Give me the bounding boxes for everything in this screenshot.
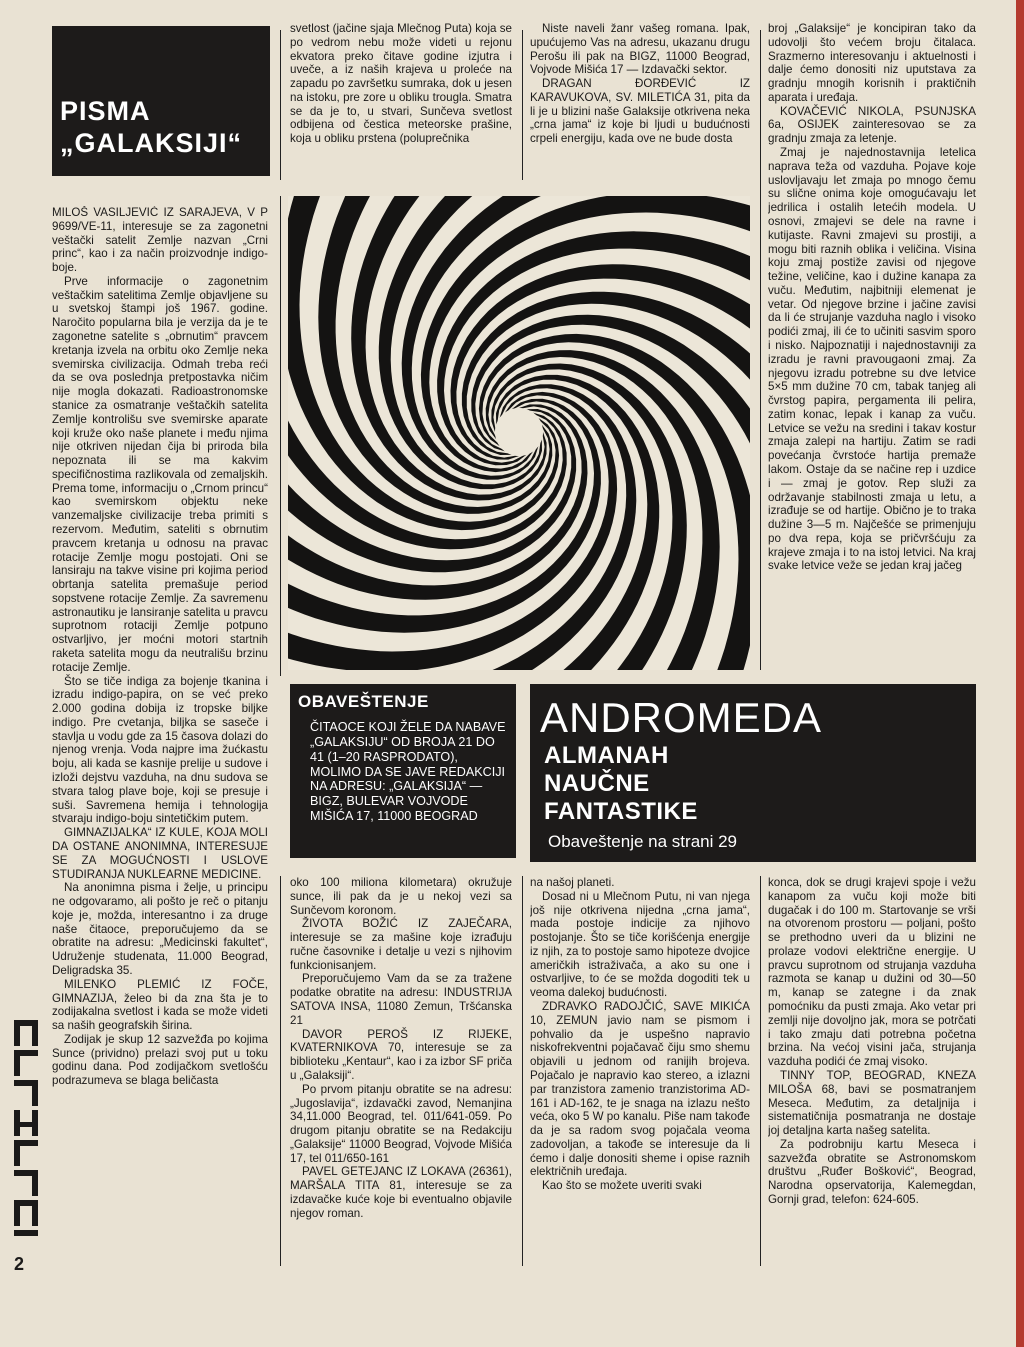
notice-body: ČITAOCE KOJI ŽELE DA NABAVE „GALAKSIJU“ OD BROJA 21 DO 41 (1–20 RASPRODATO), MOLIMO DA SE JAVE REDAKCIJI NA ADRESU: „GALAKSIJA“ — BIGZ, BULEVAR VOJVODE MIŠIĆA 17, 11000 BEOGRAD [310, 720, 506, 824]
andromeda-ad [530, 684, 976, 862]
letter-paragraph: Što se tiče indiga za bojenje tkanina i izradu indigo-papira, on se već preko 2.000 godina dobija iz tropske biljke indigo. Pre cvetanja, biljka se saseče i stavlja u vodu gde za 15 časova dolazi do njenog vrenja. Voda najpre ima žućkastu boju, ali kada se kasnije prelije u sudove i izloži dejstvu vazduha, na dnu sudova se stvara talog plave boje, koji se presuje i suši. Savremena hemija i tehnologija stvaraju indigo-boju sintetičkim putem. [52, 674, 268, 826]
letter-paragraph: oko 100 miliona kilometara) okružuje sunce, ili pak da je u nekoj vezi sa Sunčevom koronom. [290, 876, 512, 917]
letter-paragraph: MILENKO PLEMIĆ IZ FOČE, GIMNAZIJA, želeo bi da zna šta je to zodijakalna svetlost i kada se može videti sa naših geografskih širina. [52, 977, 268, 1033]
letter-paragraph: svetlost (jačine sjaja Mlečnog Puta) koja se po vedrom nebu može videti u rejonu ekvatora preko čitave godine izjutra i uveče, a iz naših krajeva u proleće na zapadu po završetku sumraka, dok u jesen na istoku, pre zore u obliku trougla. Smatra se da je to, u stvari, Sunčeva svetlost odbijena od čestica meteorske prašine, koja u obliku prstena (poluprečnika [290, 22, 512, 146]
letter-paragraph: DAVOR PEROŠ IZ RIJEKE, KVATERNIKOVA 70, interesuje se za biblioteku „Kentaur“, kao i za izbor SF priča u „Galaksiji“. [290, 1027, 512, 1082]
letter-paragraph: ZDRAVKO RADOJČIĆ, SAVE MIKIĆA 10, ZEMUN javio nam se pismom i pohvalio da je uspešno napravio niskofrekventni pojačavač čiju smo shemu objavili u jednom od ranijih brojeva. Pojačalo je napravio kao stereo, a izlazni par tranzistora zamenio tranzistorima AD-161 i AD-162, te je snaga na izlazu nešto veća, oko 5 W po kanalu. Piše nam takođe da je sa radom svog pojačala veoma zadovoljan, a takođe se interesuje da li ćemo i dalje donositi sheme i opise raznih električnih uređaja. [530, 1000, 750, 1179]
letter-paragraph: broj „Galaksije“ je koncipiran tako da udovolji što većem broju čitalaca. Srazmerno interesovanju i aktuelnosti i dalje ćemo donositi niz uputstava za gradnju mnogih korisnih i praktičnih aparata i uređaja. [768, 22, 976, 104]
ad-subtitle-line: FANTASTIKE [544, 798, 698, 825]
letter-paragraph: Po prvom pitanju obratite se na adresu: „Jugoslavija“, izdavački zavod, Nemanjina 34,11.000 Beograd, tel. 011/641-059. Po drugom pitanju obratite se na Redakciju „Galaksije“ 11000 Beograd, Vojvode Mišića 17, tel 011/650-161 [290, 1082, 512, 1165]
ad-info: Obaveštenje na strani 29 [548, 832, 738, 851]
column-4-bottom [768, 876, 976, 1266]
letter-paragraph: na našoj planeti. [530, 876, 615, 889]
letter-paragraph: Preporučujemo Vam da se za tražene podatke obratite na adresu: INDUSTRIJA SATOVA INSA, 11080 Zemun, Tršćanska 21 [290, 972, 512, 1027]
notice-title: OBAVEŠTENJE [298, 692, 429, 711]
letter-paragraph: Na anonimna pisma i želje, u principu ne odgovaramo, ali pošto je reč o pitanju koje je, možda, interesantno i za druge naše čitaoce, preporučujemo da se obratite na adresu: „Medicinski fakultet“, Udruženje studenata, 11.000 Beograd, Deligradska 35. [52, 881, 268, 977]
section-title-box [52, 26, 270, 176]
ad-title: ANDROMEDA [540, 694, 823, 741]
page-edge [1016, 0, 1024, 1347]
column-1 [52, 206, 268, 1288]
column-divider [760, 30, 761, 670]
column-3-bottom [530, 876, 750, 1266]
ad-subtitle-line: NAUČNE [544, 770, 650, 797]
spiral-illustration [288, 196, 750, 670]
column-divider [280, 196, 281, 676]
letter-paragraph: Dosad ni u Mlečnom Putu, ni van njega još nije otkrivena nijedna „crna jama“, mada postoje indicije za njihovo postojanje. Što se tiče korišćenja energije iz njih, za to postoje samo hipoteze dvojice američkih istraživača, a ako su one i ostvarljive, to će se možda dogoditi tek u veoma dalekoj budućnosti. [530, 889, 750, 1000]
column-2-bottom [290, 876, 512, 1266]
column-4-top [768, 22, 976, 674]
column-3-top [530, 22, 750, 182]
column-divider [522, 876, 523, 1266]
column-divider [280, 876, 281, 1266]
column-2-top [290, 22, 512, 182]
letter-paragraph: TINNY TOP, BEOGRAD, KNEZA MILOŠA 68, bavi se posmatranjem Meseca. Međutim, za detaljnija i sistematičnija posmatranja ne dostaje joj detaljna karta našeg satelita. [768, 1068, 976, 1138]
column-divider [522, 30, 523, 180]
column-divider [280, 30, 281, 180]
letter-paragraph: Za podrobniju kartu Meseca i sazvežđa obratite se Astronomskom društvu „Ruđer Bošković“, Beograd, Narodna opservatorija, Kalemegdan, Gornji grad, telefon: 624-605. [768, 1137, 976, 1206]
notice-box [290, 684, 516, 858]
letter-paragraph: Prve informacije o zagonetnim veštačkim satelitima Zemlje objavljene su u svetskoj štampi još 1967. godine. Naročito popularna bila je verzija da je te zagonetne satelite s „obrnutim“ pravcem kretanja izvela na orbitu oko Zemlje neka svemirska civilizacija. Odmah treba reći da se ova poslednja pretpostavka ničim nije mogla dokazati. Radioastronomske stanice za osmatranje veštačkih satelita Zemlje kontrolišu sve svemirske aparate koji kruže oko naše planete i među njima nije otkriven nijedan čija bi priroda bila nepoznata ili se ma kakvim specifičnostima razlikovala od zemaljskih. Prema tome, informaciju o „Crnom princu“ kao svemirskom objektu neke vanzemaljske civilizacije treba primiti s rezervom. Međutim, sateliti s obrnutim pravcem kretanja u odnosu na pravac rotacije Zemlje mogu postojati. Oni se lansiraju na takve visine pri kojima period obrtanja satelita premašuje period sopstvene rotacije Zemlje. Za savremenu astronautiku je lansiranje satelita u pravcu suprotnom rotaciji Zemlje potpuno ostvarljivo, jer moćni motori startnih raketa satelita mogu da neutrališu brzinu rotacije Zemlje. [52, 274, 268, 674]
letter-paragraph: Zmaj je najednostavnija letelica naprava teža od vazduha. Pojave koje uslovljavaju let zmaja po mnogo čemu su slične onima koje omogućavaju let jedrilica i ostalih letećih modela. U osnovi, zmajevi se dele na ravne i kutijaste. Ravni zmajevi su prostiji, a mogu biti raznih oblika i veličina. Visina koju zmaj postiže zavisi od njegove težine, veličine, kao i dužine kanapa za vuču. Međutim, najbitniji elemenat je vetar. Od njegove brzine i jačine zavisi da li će strujanje vazduha naglo i visoko podići zmaj, ili će to učiniti sasvim sporo i nisko. Najpoznatiji i najednostavniji za izradu je ravni pravougaoni zmaj. Za njegovu izradu potrebne su dve letvice 5×5 mm dužine 70 cm, tabak tanjeg ali čvrstog papira, pergamenta ili pelira, zatim konac, lepak i kanap za vuču. Letvice se vežu na sredini i takav kostur zmaja zalepi na hartiju. Zatim se radi povećanja čvrstoće hartija premaže lakom. Ostaje da se načine rep i uzdice i — zmaj je gotov. Rep služi za održavanje stabilnosti zmaja u letu, a izrađuje se od hartije. Obično je to traka dužine 3—5 m. Najčešće se primenjuju po dva repa, koja se pričvršćuju za krajeve zmaja i to na istoj letvici. Na kraj svake letvice veže se jedan kraj jačeg [768, 146, 976, 573]
letter-paragraph: konca, dok se drugi krajevi spoje i vežu kanapom za vuču koji može biti dugačak i do 100 m. Startovanje se vrši na otvorenom prostoru — poljani, pošto se prethodno uveri da u blizini ne prolaze vodovi električne energije. U pravcu suprotnom od strujanja vazduha razmota se kanap u dužini od 30—50 m, kanap se zategne i da znak pomoćniku da pusti zmaja. Ako vetar pri zemlji nije dovoljno jak, mora se potrčati i tako zmaju dati potrebna početna brzina. Na većoj visini jača, strujanja vazduha podići će zmaj visoko. [768, 876, 976, 1069]
letter-paragraph: PAVEL GETEJANC IZ LOKAVA (26361), MARŠALA TITA 81, interesuje se za izdavačke kuće koje bi eventualno objavile njegov roman. [290, 1165, 512, 1220]
letter-paragraph: Zodijak je skup 12 sazvežđa po kojima Sunce (prividno) prelazi svoj put u toku godinu dana. Pod zodijačkom svetlošću podrazumeva se blaga beličasta [52, 1032, 268, 1088]
letter-paragraph: KOVAČEVIĆ NIKOLA, PSUNJSKA 6a, OSIJEK zainteresovao se za gradnju zmaja za letenje. [768, 104, 976, 146]
letter-paragraph: ŽIVOTA BOŽIĆ IZ ZAJEČARA, interesuje se za mašine koje izrađuju ručne časovnike i detalje u vezi s njihovim funkcionisanjem. [290, 917, 512, 972]
ad-subtitle-line: ALMANAH [544, 742, 669, 769]
letter-paragraph: GIMNAZIJALKA“ IZ KULE, KOJA MOLI DA OSTANE ANONIMNA, INTERESUJE SE ZA MOGUĆNOSTI I USLOVE STUDIRANJA NUKLEARNE MEDICINE. [52, 826, 268, 881]
section-title-line1: PISMA [60, 96, 151, 126]
letter-paragraph: Kao što se možete uveriti svaki [542, 1179, 702, 1193]
letter-paragraph: MILOŠ VASILJEVIĆ IZ SARAJEVA, V P 9699/VE-11, interesuje se za zagonetni veštački satelit Zemlje nazvan „Crni princ“, kao i za način proizvodnje indigo-boje. [52, 206, 268, 275]
column-divider [760, 876, 761, 1266]
section-title-line2: „GALAKSIJI“ [60, 128, 243, 158]
letter-paragraph: Niste naveli žanr vašeg romana. Ipak, upućujemo Vas na adresu, ukazanu drugu Perošu ili pak na BIGZ, 11000 Beograd, Vojvode Mišića 17 — Izdavački sektor. [530, 22, 750, 77]
letter-paragraph: DRAGAN ĐORĐEVIĆ IZ KARAVUKOVA, SV. MILETIĆA 31, pita da li je u blizini naše Galaksije otkrivena neka „crna jama“ iz koje bi ljudi u budućnosti crpeli energiju, kada ove ne bude dosta [530, 77, 750, 146]
page-number: 2 [14, 1254, 25, 1274]
galaksija-logo [6, 1010, 46, 1250]
